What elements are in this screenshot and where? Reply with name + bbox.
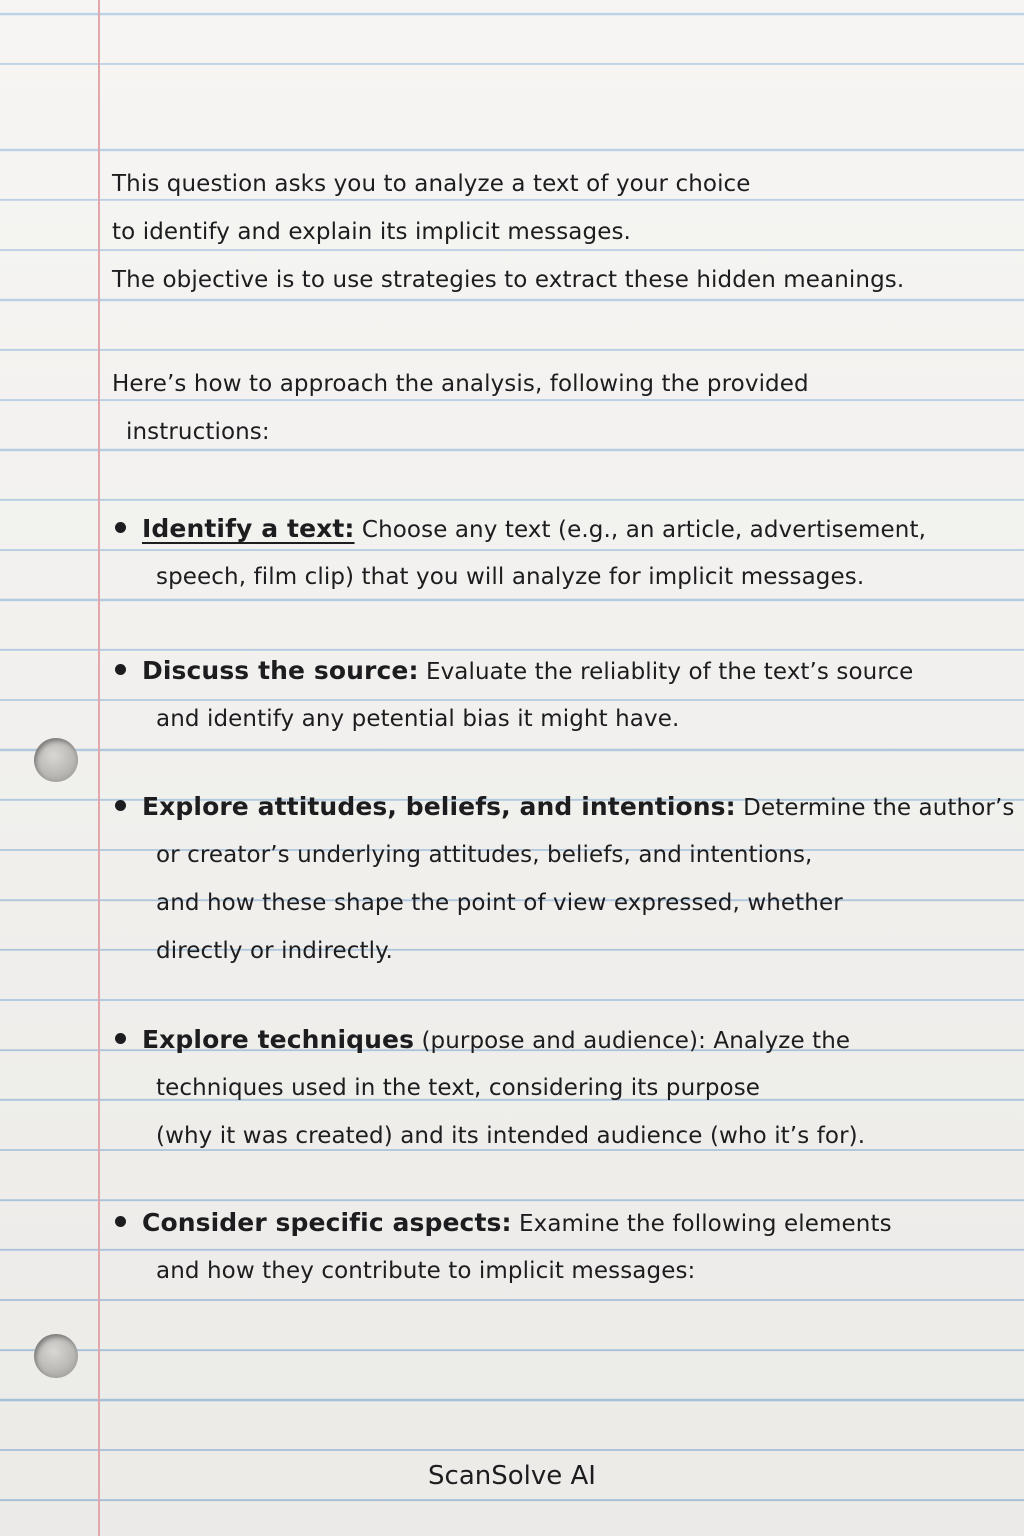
punch-hole-lower: [34, 1334, 78, 1378]
bullet-5-line-2: and how they contribute to implicit messages:: [156, 1258, 696, 1284]
bullet-5-text: Examine the following elements: [511, 1211, 892, 1237]
bullet-dot-5: [115, 1216, 126, 1227]
bullet-1-line-2: speech, film clip) that you will analyze for implicit messages.: [156, 564, 865, 590]
bullet-dot-1: [115, 522, 126, 533]
bullet-1-heading: Identify a text:: [142, 514, 355, 543]
bullet-dot-3: [115, 800, 126, 811]
bullet-item-2: [142, 647, 988, 743]
bullet-item-1: [142, 505, 988, 601]
approach-line-1: Here’s how to approach the analysis, following the provided: [112, 371, 809, 397]
bullet-item-5: [142, 1199, 988, 1295]
bullet-dot-2: [115, 664, 126, 675]
bullet-3-heading: Explore attitudes, beliefs, and intentions:: [142, 792, 736, 821]
bullet-3-text: Determine the author’s: [735, 795, 1015, 821]
bullet-1-text: Choose any text (e.g., an article, advertisement,: [354, 517, 926, 543]
intro-line-2: to identify and explain its implicit messages.: [112, 219, 631, 245]
bullet-4-line-2: techniques used in the text, considering its purpose: [156, 1075, 761, 1101]
punch-hole-upper: [34, 738, 78, 782]
bullet-3-line-4: directly or indirectly.: [156, 938, 393, 964]
approach-line-2: instructions:: [126, 419, 270, 445]
bullet-item-3: [142, 783, 1015, 975]
bullet-dot-4: [115, 1033, 126, 1044]
bullet-2-text: Evaluate the reliablity of the text’s source: [418, 659, 914, 685]
intro-line-1: This question asks you to analyze a text of your choice: [112, 171, 751, 197]
bullet-4-text: (purpose and audience): Analyze the: [414, 1028, 851, 1054]
bullet-4-heading: Explore techniques: [142, 1025, 415, 1054]
bullet-2-heading: Discuss the source:: [142, 656, 419, 685]
margin-line: [98, 0, 100, 1536]
bullet-4-line-3: (why it was created) and its intended audience (who it’s for).: [156, 1123, 866, 1149]
bullet-5-heading: Consider specific aspects:: [142, 1208, 512, 1237]
footer-brand: ScanSolve AI: [428, 1461, 596, 1491]
bullet-2-line-2: and identify any petential bias it might have.: [156, 706, 680, 732]
intro-line-3: The objective is to use strategies to extract these hidden meanings.: [112, 267, 905, 293]
approach-paragraph: [112, 360, 988, 456]
intro-paragraph: [112, 160, 988, 304]
bullet-3-line-2: or creator’s underlying attitudes, beliefs, and intentions,: [156, 842, 813, 868]
bullet-item-4: [142, 1016, 988, 1160]
bullet-3-line-3: and how these shape the point of view expressed, whether: [156, 890, 843, 916]
